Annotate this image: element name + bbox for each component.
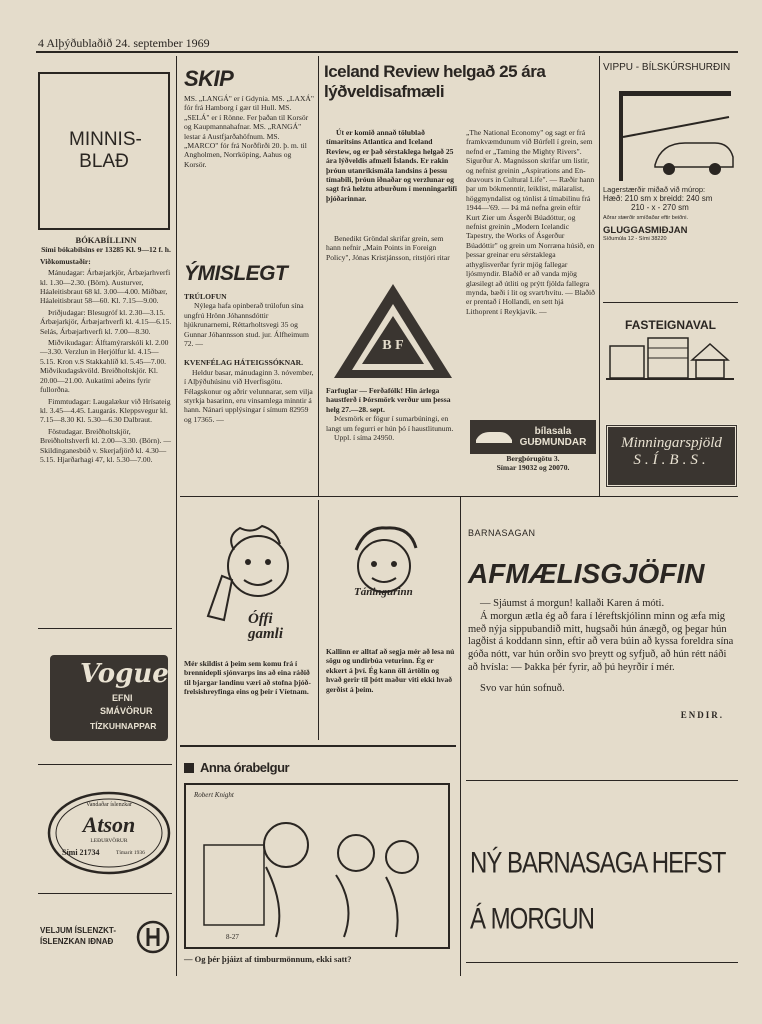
anna-caption: — Og þér þjáizt af timburmönnum, ekki satt? [184,954,352,964]
barnasagan-body [468,598,738,696]
minningarspjold-ad [605,424,738,488]
atson-top: Vandaðar íslenzkar [86,802,132,808]
bokabillinn-para: Viðkomustaðir: [40,256,91,266]
anna-panel [184,783,450,949]
bokabillinn-para: Mánudagar: Árbæjarkjör, Árbæjarhverfi kl. 1.30—2.30. (Börn). Austurver, Háaleitisbraut 68 kl. 3.00—4.00. Miðbær, Háaleitisbraut 58—60. Kl. 7.15—9.00. [40,268,171,306]
trulofun-title: TRÚLOFUN [184,292,227,301]
farfuglar-p2: Þórsmörk er fögur í sumarbúningi, en langt um fegurri er hún þó í haustlitunum. [326,414,454,433]
garage-door-car-icon [603,77,737,181]
farfuglar-logo [330,280,456,382]
vippu-size2: 210 - x - 270 sm [631,203,689,213]
vippu-size1: Hæð: 210 sm x breidd: 240 sm [603,194,713,204]
offi-text: Mér skildist á þeim sem komu frá í brennidepli sjónvarps ins að eina ráðið til bjargar landinu væri að stofna þjóðfrelsishreyfinga eins og þeir í Víetnam. [184,659,311,697]
iceland-review-article [324,62,596,108]
atson-phone: Sími 21734 [62,848,100,857]
barnasagan-title: AFMÆLISGJÖFIN [468,558,705,589]
barnasagan-p3: Svo var hún sofnuð. [480,682,565,694]
barnasagan-label: BARNASAGAN [468,528,536,538]
anna-signature: Robert Knight [194,791,234,799]
anna-date: 8-27 [226,933,239,941]
bokabillinn-phone: Sími bókabílsins er 13285 Kl. 9—12 f. h. [41,245,171,255]
atson-brand: Atson [82,812,136,837]
teenager-cartoon-icon [326,520,456,638]
iceland-review-body1: Benedikt Gröndal skrifar grein, sem hann nefnir „Main Points in Foreign Policy", Jónas Kristjánsson, ritstjóri ritar [326,234,450,262]
vippu-ad [603,62,739,242]
square-icon [184,763,194,773]
vippu-title: VIPPU - BÍLSKÚRSHURÐIN [603,62,731,73]
atson-extra: Tímarit 1936 [116,850,145,856]
anna-header [184,760,456,775]
vogue-line3: TÍZKUHNAPPAR [90,721,157,731]
farfuglar-text [326,386,458,442]
vippu-address: Síðumúla 12 - Sími 38220 [603,236,667,243]
ny-line1: NÝ BARNASAGA HEFST [470,846,726,880]
page-number: 4 [38,36,44,50]
bokabillinn-para: Fimmtudagar: Laugalækur við Hrísateig kl. 3.45—4.45. Laugarás. Kleppsvegur kl. 7.15—8.30 Kl. 5.30—6.30 Dalbraut. [40,396,171,425]
barnasagan-p1: — Sjáumst á morgun! kallaði Karen á móti. [480,598,665,609]
issue-date: 24. september 1969 [115,36,210,50]
bilasala-ad [470,420,596,476]
minnisblad-title: MINNIS-BLAÐ [69,129,142,172]
vippu-other: Aðrar stærðir smíðaðar eftir beiðni. [603,215,688,222]
kalli-name: Táningurinn [354,586,413,598]
anna-cartoon-icon [186,785,448,947]
offi-comic [184,520,314,697]
minningarspjold-line2: S.Í.B.S. [633,452,710,468]
bokabillinn-title: BÓKABÍLLINN [75,235,137,245]
paper-name: Alþýðublaðið [46,36,113,50]
iceland-line1: VELJUM ÍSLENZKT- [40,926,117,935]
barnasagan-end: ENDIR. [680,709,724,720]
bilasala-name: bílasala GUÐMUNDAR [519,426,587,448]
iceland-line2: ÍSLENZKAN IÐNAÐ [40,937,114,946]
vogue-line1: EFNI [112,693,133,703]
barnasagan-section [468,528,738,720]
farfuglar-triangle-icon [330,280,456,382]
kvenfelag-text: Heldur basar, mánudaginn 3. nóvember, í Alþýðuhúsinu við Hverfisgötu. Félagskonur og aðrir velunnarar, sem vilja styrkja basarinn, eru vinsamlega minntir á hann. Nánari upplýsingar í símum 82959 og 17365. — [184,367,314,424]
vippu-company: GLUGGASMIÐJAN [603,225,688,237]
farfuglar-p1: Farfuglar — Ferðafólk! Hin árlega haustferð í Þórsmörk verður um þessa helg 27.—28. sept. [326,386,451,414]
kalli-text: Kallinn er alltaf að segja mér að lesa nú sögu og undirbúa veturinn. Ég er ekkert á því. Ég kann öll ártölin og hvað gerir til þótt maður viti ekki hvað gerðist á þeim. [326,647,455,694]
bokabillinn-para: Þriðjudagar: Blesugróf kl. 2.30—3.15. Árbæjarkjör, Árbæjarhverfi kl. 4.15—6.15. Selás, Árbæjarhverfi kl. 7.00—8.30. [40,307,172,336]
vogue-ad [50,655,168,741]
bilasala-phone: Símar 19032 og 20070. [496,463,570,473]
trulofun-text: Nýlega hafa opinberað trúlofun sína ungfrú Hrönn Jóhannsdóttir hjúkrunarnemi, Réttarholtsvegi 35 og Gunnar Jóhannsson stud. jur. Álfheimum 72. — [184,301,309,349]
houses-icon [604,332,737,384]
industry-logo-icon [136,920,170,954]
fasteignaval-ad [604,318,737,388]
bokabillinn-para: Miðvikudagar: Álftamýrarskóli kl. 2.00—3.30. Verzlun in Herjólfur kl. 4.15—5.15. Kron v.S Stakkahlíð kl. 5.45—7.00. Miðvikudagskvöld. Breiðholtskjör. Kl. 20.00—21.00. Aukatími aðeins fyrir fullorðna. [40,338,169,395]
anna-strip [184,760,456,964]
barnasagan-p2: Á morgun ætla ég að fara í léreftskjólinn minn og æfa mig með nýja sippubandið mitt, hugsaði hún ánægð, og þegar hún lagðist á koddann sinn, eftir að vera búin að kyssa foreldra sína góða nótt, var hún orðin svo þreytt og syfjuð, að hún rétt náði að hvísla: — Þakka þér fyrir, að þú heyrðir í mér. [468,610,734,673]
skip-text: MS. „LANGÁ" er í Gdynia. MS. „LAXÁ" fór frá Hamborg í gær til Hull. MS. „SELÁ" er í Rönne. Fer þaðan til Korsör og Kaupmannahafnar. MS. „RANGÁ" lestar á Austfjarðahöfnum. MS. „MARCO" fór frá Norðfirði 20. þ. m. til Angholmen, Norrköping, Aahus og Korsör. [184,94,315,169]
offi-name: Óffi gamli [248,611,284,642]
bilasala-banner [470,420,596,454]
kvenfelag-title: KVENFÉLAG HÁTEIGSSÓKNAR. [184,358,303,368]
vogue-line2: SMÁVÖRUR [100,706,153,716]
skip-title: SKIP [184,66,234,91]
iceland-review-headline: Iceland Review helgað 25 ára lýðveldisafmæli [324,62,546,101]
minnisblad-box [38,72,170,230]
anna-title: Anna órabelgur [200,760,290,775]
vippu-note: Lagerstærðir miðað við múrop: [603,185,706,194]
iceland-review-body2: „The National Economy" og sagt er frá framkvæmdunum við Búrfell í grein, sem nefnd er „Taming the Mighty Rivers". Sigurður A. Magnússon skrifar um listir, og nefnist greinin „Aspirations and Endeavours in Cultural Life". — Ræðir hann þar um bókmenntir, leiklist, málaralist, höggmyndalist og tónlist á tímabilinu frá 1944—'69. — Þá má nefna grein eftir Kurt Zier um Ásgerði Búadóttur, og nefnist greinin „Modern Icelandic Tapestry, the Works of Ásgerður Búadóttir" og grein um Norræna húsið, en þessar greinar eru sérstaklega athyglisverðar fyrir mjög fallegar ljósmyndir. Blaðið er að vanda mjög glæsilegt að útliti og prýtt fjölda fallegra mynda, bæði í lit og svart/hvítu. — Blaðið er prentað í Hollandi, en sett hjá Lithoprent í Reykjavík. — [466,128,595,316]
car-icon [474,428,514,446]
kalli-comic [326,520,456,694]
bokabillinn-para: Föstudagar. Breiðholtskjör, Breiðholtshverfi kl. 2.00—3.30. (Börn). — Skildinganesbúð v. Skerjafjörð kl. 4.30—5.15. Hjarðarhagi 47, kl. 5.30—7.00. [40,426,171,464]
skip-section [184,66,314,169]
atson-sub: LEÐURVÖRUR [90,838,128,844]
iceland-review-lead: Út er komið annað tölublað tímaritsins Atlantica and Iceland Review, og er það sérstaklega helgað 25 ára lýðveldis afmæli Íslands. Er rakin þróun utanríkismála landsins á þessu tímabili, þróun iðnaðar og verzlunar og sagt frá helztu atburðum í menningarlífi þjóðarinnar. [326,128,457,203]
vogue-brand: Vogue [80,659,169,689]
atson-ad [46,790,172,876]
ny-barnasaga [470,846,738,936]
ymislegt-section [184,262,314,424]
ny-line2: Á MORGUN [470,902,594,936]
bokabillinn-section [40,236,172,466]
ymislegt-title: ÝMISLEGT [184,262,288,285]
bilasala-address: Bergþórugötu 3. [506,454,560,463]
page-header [38,36,210,51]
iceland-industry-ad [40,920,172,956]
fasteignaval-title: FASTEIGNAVAL [625,318,716,332]
farfuglar-p3: Uppl. í síma 24950. [334,433,395,443]
minningarspjold-line1: Minningarspjöld [621,435,722,451]
farfuglar-logo-text: B F [382,338,404,353]
